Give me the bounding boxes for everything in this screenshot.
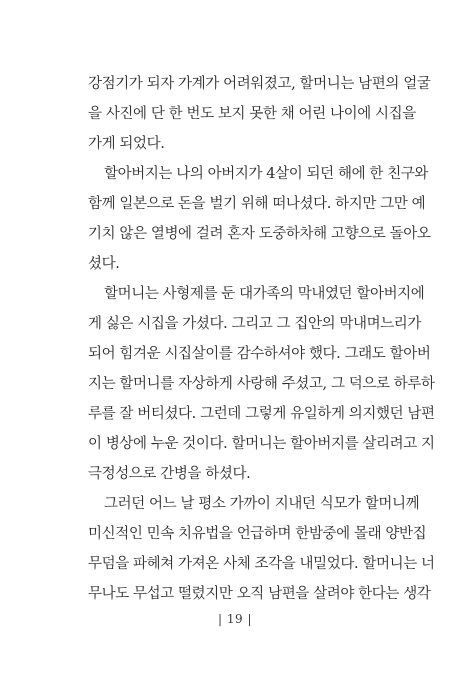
text-line-7: 셨다. — [88, 256, 120, 272]
text-line-11: 지는 할머니를 자상하게 사랑해 주셨고, 그 덕으로 하루하 — [88, 376, 435, 392]
text-line-12: 루를 잘 버티셨다. 그런데 그렇게 유일하게 의지했던 남편 — [88, 406, 435, 422]
text-line-4: 할아버지는 나의 아버지가 4살이 되던 해에 한 친구와 — [104, 166, 429, 182]
page-number: | 19 | — [218, 612, 252, 626]
text-line-5: 함께 일본으로 돈을 벌기 위해 떠나셨다. 하지만 그만 예 — [88, 196, 426, 212]
text-line-18: 무나도 무섭고 떨렸지만 오직 남편을 살려야 한다는 생각 — [88, 586, 431, 602]
text-line-6: 기치 않은 열병에 걸려 혼자 도중하차해 고향으로 돌아오 — [88, 226, 431, 242]
text-line-16: 미신적인 민속 치유법을 언급하며 한밤중에 몰래 양반집 — [88, 526, 427, 542]
text-line-13: 이 병상에 누운 것이다. 할머니는 할아버지를 살리려고 지 — [88, 436, 435, 452]
text-line-17: 무덤을 파헤쳐 가져온 사체 조각을 내밀었다. 할머니는 너 — [88, 556, 435, 572]
text-line-1: 강점기가 되자 가계가 어려워졌고, 할머니는 남편의 얼굴 — [88, 76, 431, 92]
text-line-3: 가게 되었다. — [88, 136, 165, 152]
text-line-9: 게 싫은 시집을 가셨다. 그리고 그 집안의 막내며느리가 — [88, 316, 422, 332]
text-line-14: 극정성으로 간병을 하셨다. — [88, 466, 251, 482]
text-line-8: 할머니는 사형제를 둔 대가족의 막내였던 할아버지에 — [104, 286, 425, 302]
text-line-2: 을 사진에 단 한 번도 보지 못한 채 어린 나이에 시집을 — [88, 106, 416, 122]
text-line-10: 되어 힘겨운 시집살이를 감수하셔야 했다. 그래도 할아버 — [88, 346, 431, 362]
text-line-15: 그러던 어느 날 평소 가까이 지내던 식모가 할머니께 — [104, 496, 420, 512]
